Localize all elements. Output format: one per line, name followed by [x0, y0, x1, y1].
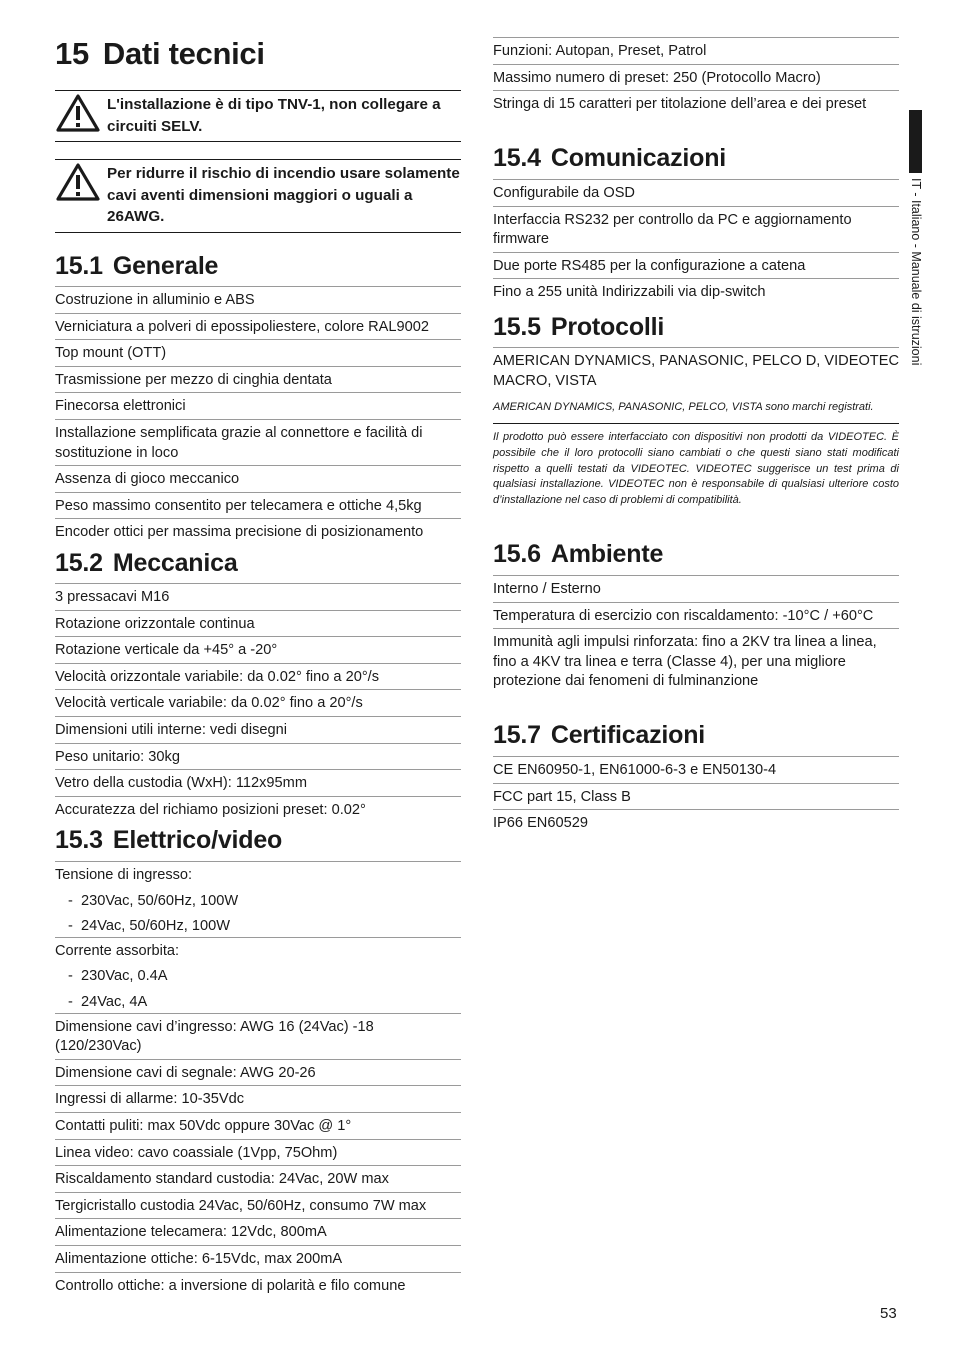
elettrico-list: [55, 861, 461, 1298]
list-item: Peso massimo consentito per telecamera e ottiche 4,5kg: [55, 493, 461, 520]
section-title-protocolli: [493, 312, 664, 342]
section-heading: Meccanica: [112, 549, 238, 577]
section-number: 15.2: [55, 549, 103, 577]
list-item: Accuratezza del richiamo posizioni preset: 0.02°: [55, 801, 366, 818]
generale-list: [55, 286, 461, 545]
list-item: Dimensioni utili interne: vedi disegni: [55, 717, 461, 744]
ambiente-list: [493, 575, 899, 694]
list-item: CE EN60950-1, EN61000-6-3 e EN50130-4: [493, 757, 899, 784]
list-item: Encoder ottici per massima precisione di posizionamento: [55, 524, 424, 541]
warning-text: Per ridurre il rischio di incendio usare solamente cavi aventi dimensioni maggiori o uguali a 26AWG.: [107, 165, 460, 225]
page-title-text: Dati tecnici: [102, 36, 265, 71]
section-heading: Certificazioni: [550, 721, 706, 749]
list-item: Finecorsa elettronici: [55, 393, 461, 420]
list-item: Dimensione cavi di segnale: AWG 20-26: [55, 1060, 461, 1087]
list-item: 3 pressacavi M16: [55, 584, 461, 611]
language-tab-marker: [909, 110, 922, 173]
section-heading: Elettrico/video: [112, 826, 283, 854]
comunicazioni-list: [493, 179, 899, 305]
list-item: Stringa di 15 caratteri per titolazione dell’area e dei preset: [493, 96, 867, 113]
list-item: Installazione semplificata grazie al connettore e facilità di sostituzione in loco: [55, 420, 461, 466]
list-item: Peso unitario: 30kg: [55, 744, 461, 771]
section-heading: Ambiente: [550, 540, 664, 568]
list-item: Top mount (OTT): [55, 340, 461, 367]
list-item: Vetro della custodia (WxH): 112x95mm: [55, 770, 461, 797]
section-heading: Protocolli: [550, 313, 665, 341]
list-item: Interno / Esterno: [493, 576, 899, 603]
list-item: IP66 EN60529: [493, 815, 588, 832]
warning-triangle-icon: [56, 94, 100, 132]
list-item: Configurabile da OSD: [493, 180, 899, 207]
list-item: Linea video: cavo coassiale (1Vpp, 75Ohm): [55, 1140, 461, 1167]
list-item: Riscaldamento standard custodia: 24Vac, 20W max: [55, 1166, 461, 1193]
trademark-note: AMERICAN DYNAMICS, PANASONIC, PELCO, VISTA sono marchi registrati.: [493, 401, 874, 413]
protocolli-list: [493, 347, 899, 393]
section-title-meccanica: [55, 548, 238, 578]
meccanica-list: [55, 583, 461, 822]
list-item: Due porte RS485 per la configurazione a catena: [493, 253, 899, 280]
list-item: Velocità orizzontale variabile: da 0.02° fino a 20°/s: [55, 664, 461, 691]
list-item: Interfaccia RS232 per controllo da PC e aggiornamento firmware: [493, 207, 899, 253]
section-number: 15.7: [493, 721, 541, 749]
list-item: Temperatura di esercizio con riscaldamento: -10°C / +60°C: [493, 603, 899, 630]
section-number: 15.6: [493, 540, 541, 568]
list-item: Alimentazione telecamera: 12Vdc, 800mA: [55, 1219, 461, 1246]
section-title-comunicazioni: [493, 143, 726, 173]
warning-text: L'installazione è di tipo TNV-1, non collegare a circuiti SELV.: [107, 96, 441, 135]
list-item: FCC part 15, Class B: [493, 784, 899, 811]
page-title-number: 15: [55, 36, 89, 71]
list-item: Velocità verticale variabile: da 0.02° fino a 20°/s: [55, 690, 461, 717]
list-subitem: - 230Vac, 0.4A: [55, 967, 461, 987]
page-title: [55, 36, 265, 72]
list-item: Rotazione verticale da +45° a -20°: [55, 637, 461, 664]
warning-triangle-icon: [56, 163, 100, 201]
list-item-corrente: [55, 938, 461, 1014]
list-item: AMERICAN DYNAMICS, PANASONIC, PELCO D, VIDEOTEC MACRO, VISTA: [493, 353, 899, 389]
certificazioni-list: [493, 756, 899, 836]
section-number: 15.1: [55, 252, 103, 280]
section-title-ambiente: [493, 539, 663, 569]
section-heading: Generale: [112, 252, 219, 280]
list-subitem: - 24Vac, 4A: [55, 993, 461, 1013]
section-title-certificazioni: [493, 720, 705, 750]
list-item: Tergicristallo custodia 24Vac, 50/60Hz, consumo 7W max: [55, 1193, 461, 1220]
section-number: 15.5: [493, 313, 541, 341]
section-title-elettrico: [55, 825, 282, 855]
list-item: Verniciatura a polveri di epossipoliestere, colore RAL9002: [55, 314, 461, 341]
list-item: Costruzione in alluminio e ABS: [55, 287, 461, 314]
list-item: Fino a 255 unità Indirizzabili via dip-switch: [493, 284, 766, 301]
compatibility-note: Il prodotto può essere interfacciato con dispositivi non prodotti da VIDEOTEC. È possibile che il loro protocolli siano cambiati o che questi siano stati modificati rispetto a quelli testati da VIDEOTEC. VIDEOTEC suggerisce un test prima di qualsiasi installazione. VIDEOTEC non è responsabile di qualsiasi ulteriore costo d’installazione nel caso di problemi di compatibilità.: [493, 423, 899, 509]
list-item: Dimensione cavi d’ingresso: AWG 16 (24Vac) -18 (120/230Vac): [55, 1014, 461, 1060]
page-number: 53: [880, 1305, 897, 1322]
warning-box-fire: [55, 159, 461, 233]
list-item-tensione: [55, 862, 461, 938]
list-subitem: - 24Vac, 50/60Hz, 100W: [55, 917, 461, 937]
list-item: Assenza di gioco meccanico: [55, 466, 461, 493]
list-item: Immunità agli impulsi rinforzata: fino a 2KV tra linea a linea, fino a 4KV tra linea e terra (Classe 4), per una migliore protezione dai fenomeni di fulminanzione: [493, 634, 877, 690]
elettrico-cont-list: [493, 37, 899, 117]
section-number: 15.4: [493, 144, 541, 172]
list-item-label: Corrente assorbita:: [55, 942, 180, 959]
list-item: Contatti puliti: max 50Vdc oppure 30Vac @ 1°: [55, 1113, 461, 1140]
list-item: Ingressi di allarme: 10-35Vdc: [55, 1086, 461, 1113]
warning-box-tnv: [55, 90, 461, 142]
section-heading: Comunicazioni: [550, 144, 727, 172]
list-item: Massimo numero di preset: 250 (Protocollo Macro): [493, 65, 899, 92]
list-item: Controllo ottiche: a inversione di polarità e filo comune: [55, 1277, 406, 1294]
list-item: Rotazione orizzontale continua: [55, 611, 461, 638]
list-item: Funzioni: Autopan, Preset, Patrol: [493, 38, 899, 65]
section-number: 15.3: [55, 826, 103, 854]
list-item: Trasmissione per mezzo di cinghia dentata: [55, 367, 461, 394]
list-subitem: - 230Vac, 50/60Hz, 100W: [55, 892, 461, 912]
section-title-generale: [55, 251, 218, 281]
list-item: Alimentazione ottiche: 6-15Vdc, max 200mA: [55, 1246, 461, 1273]
side-language-label: IT - Italiano - Manuale di istruzioni: [909, 178, 923, 366]
list-item-label: Tensione di ingresso:: [55, 867, 193, 883]
